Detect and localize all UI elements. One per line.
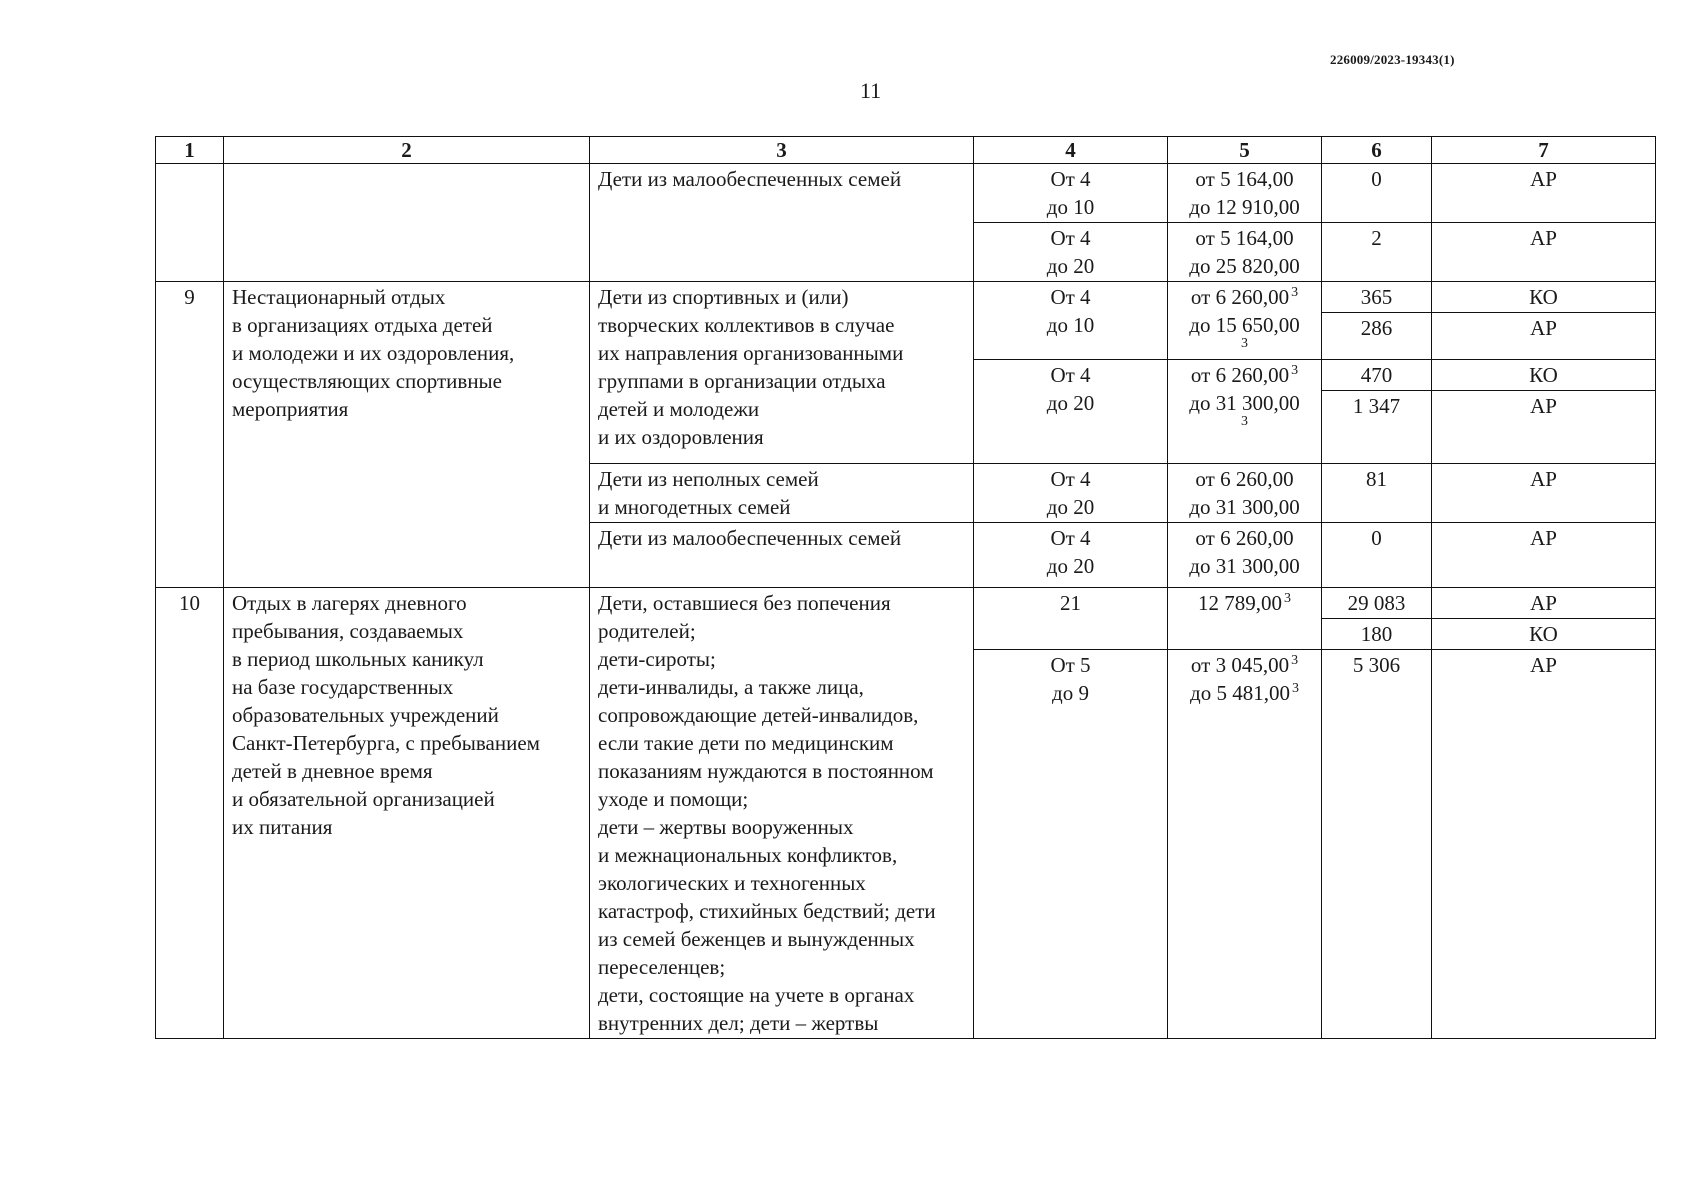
count-cell: 0 bbox=[1322, 523, 1432, 588]
count-cell: 5 306 bbox=[1322, 650, 1432, 1039]
cost-cell: от 5 164,00 до 12 910,00 bbox=[1168, 164, 1322, 223]
column-number-row bbox=[156, 137, 1656, 164]
cost-to: до 31 300,00 bbox=[1189, 391, 1300, 415]
column-header: 5 bbox=[1168, 137, 1322, 164]
count-cell: 1 347 bbox=[1322, 391, 1432, 464]
count-cell: 2 bbox=[1322, 223, 1432, 282]
footnote-mark: 3 bbox=[1241, 414, 1248, 429]
column-header: 1 bbox=[156, 137, 224, 164]
code-cell: КО bbox=[1432, 619, 1656, 650]
cost-cell bbox=[1168, 282, 1322, 360]
cost-cell bbox=[1168, 360, 1322, 464]
document-id: 226009/2023-19343(1) bbox=[1330, 52, 1455, 67]
table-row bbox=[156, 588, 1656, 619]
code-cell: КО bbox=[1432, 282, 1656, 313]
cost-value: 12 789,00 bbox=[1198, 591, 1282, 615]
footnote-mark: 3 bbox=[1291, 681, 1299, 696]
cost-from: от 3 045,00 bbox=[1190, 653, 1290, 677]
count-cell: 0 bbox=[1322, 164, 1432, 223]
category-cell: Дети из неполных семей и многодетных семей bbox=[590, 464, 974, 523]
count-cell: 29 083 bbox=[1322, 588, 1432, 619]
column-header: 3 bbox=[590, 137, 974, 164]
count-cell: 470 bbox=[1322, 360, 1432, 391]
category-cell: Дети из малообеспеченных семей bbox=[590, 523, 974, 588]
cost-from: от 6 260,00 bbox=[1190, 285, 1290, 309]
cost-cell bbox=[1168, 588, 1322, 650]
code-cell: АР bbox=[1432, 313, 1656, 360]
column-header: 2 bbox=[224, 137, 590, 164]
code-cell: АР bbox=[1432, 391, 1656, 464]
age-cell: От 4 до 10 bbox=[974, 164, 1168, 223]
cost-cell: от 6 260,00 до 31 300,00 bbox=[1168, 464, 1322, 523]
footnote-mark: 3 bbox=[1284, 591, 1291, 606]
age-cell: От 4 до 10 bbox=[974, 282, 1168, 360]
footnote-mark: 3 bbox=[1291, 285, 1299, 300]
cost-cell: от 6 260,00 до 31 300,00 bbox=[1168, 523, 1322, 588]
cost-to: до 5 481,00 bbox=[1190, 681, 1290, 705]
column-header: 7 bbox=[1432, 137, 1656, 164]
code-cell: АР bbox=[1432, 523, 1656, 588]
footnote-mark: 3 bbox=[1291, 653, 1299, 668]
age-cell: От 4 до 20 bbox=[974, 523, 1168, 588]
category-cell: Дети из спортивных и (или) творческих коллективов в случае их направления организованными группами в организации отдыха детей и молодежи и их оздоровления bbox=[590, 282, 974, 464]
code-cell: АР bbox=[1432, 464, 1656, 523]
age-cell: От 4 до 20 bbox=[974, 360, 1168, 464]
service-cell bbox=[224, 164, 590, 282]
category-cell: Дети, оставшиеся без попечения родителей; дети-сироты; дети-инвалиды, а также лица, сопровождающие детей-инвалидов, если такие дети по медицинским показаниям нуждаются в постоянном уходе и помощи; дети – жертвы вооруженных и межнациональных конфликтов, экологических и техногенных катастроф, стихийных бедствий; дети из семей беженцев и вынужденных переселенцев; дети, состоящие на учете в органах внутренних дел; дети – жертвы bbox=[590, 588, 974, 1039]
row-number-cell bbox=[156, 164, 224, 282]
row-number-cell: 9 bbox=[156, 282, 224, 588]
category-cell: Дети из малообеспеченных семей bbox=[590, 164, 974, 282]
footnote-mark: 3 bbox=[1291, 363, 1299, 378]
age-cell: 21 bbox=[974, 588, 1168, 650]
table-row bbox=[156, 282, 1656, 313]
column-header: 6 bbox=[1322, 137, 1432, 164]
age-cell: От 4 до 20 bbox=[974, 223, 1168, 282]
count-cell: 286 bbox=[1322, 313, 1432, 360]
count-cell: 180 bbox=[1322, 619, 1432, 650]
table-row bbox=[156, 164, 1656, 223]
age-cell: От 5 до 9 bbox=[974, 650, 1168, 1039]
row-number-cell: 10 bbox=[156, 588, 224, 1039]
service-cell: Отдых в лагерях дневного пребывания, создаваемых в период школьных каникул на базе государственных образовательных учреждений Санкт-Петербурга, с пребыванием детей в дневное время и обязательной организацией их питания bbox=[224, 588, 590, 1039]
age-cell: От 4 до 20 bbox=[974, 464, 1168, 523]
code-cell: АР bbox=[1432, 164, 1656, 223]
cost-cell: от 5 164,00 до 25 820,00 bbox=[1168, 223, 1322, 282]
footnote-mark: 3 bbox=[1241, 336, 1248, 351]
code-cell: АР bbox=[1432, 588, 1656, 619]
service-cell: Нестационарный отдых в организациях отдыха детей и молодежи и их оздоровления, осуществляющих спортивные мероприятия bbox=[224, 282, 590, 588]
column-header: 4 bbox=[974, 137, 1168, 164]
code-cell: АР bbox=[1432, 650, 1656, 1039]
page-number: 11 bbox=[860, 78, 882, 103]
count-cell: 81 bbox=[1322, 464, 1432, 523]
count-cell: 365 bbox=[1322, 282, 1432, 313]
code-cell: АР bbox=[1432, 223, 1656, 282]
services-table bbox=[155, 136, 1656, 1039]
cost-from: от 6 260,00 bbox=[1190, 363, 1290, 387]
cost-cell bbox=[1168, 650, 1322, 1039]
cost-to: до 15 650,00 bbox=[1189, 313, 1300, 337]
code-cell: КО bbox=[1432, 360, 1656, 391]
